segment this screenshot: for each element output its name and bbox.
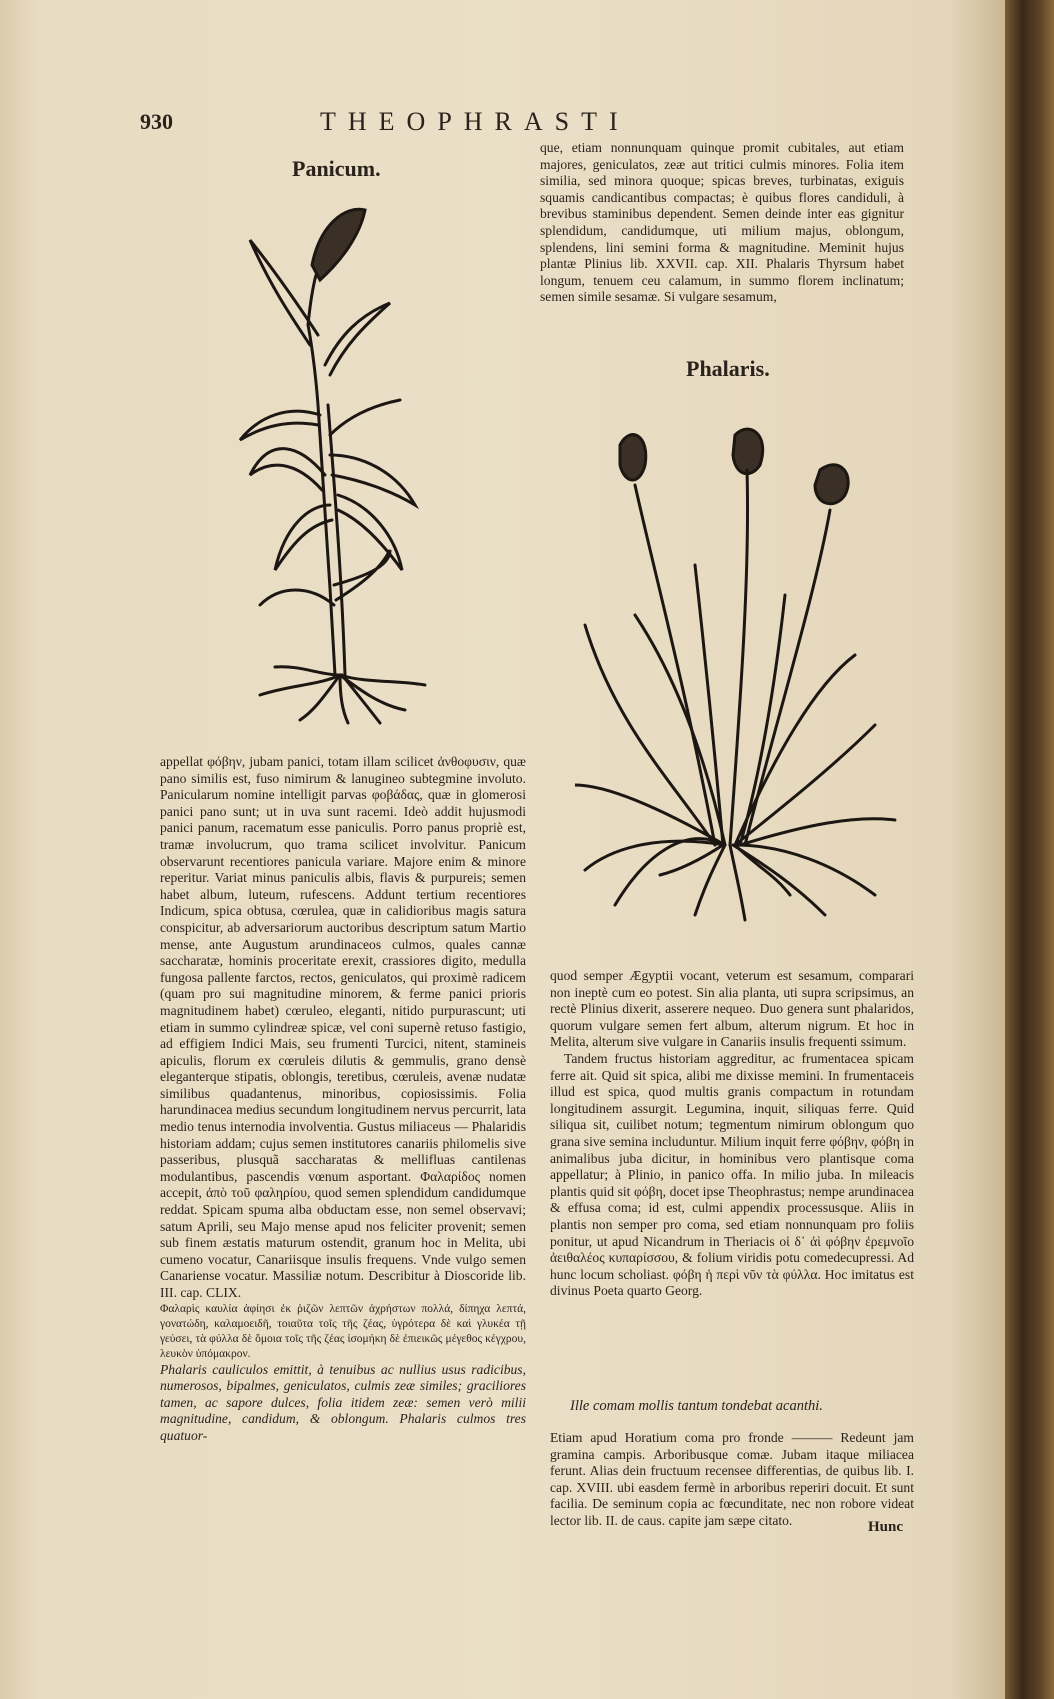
left-bottom-text: appellat φόβην, jubam panici, totam illam scilicet ἀνθοφυσιν, quæ pano similis est, fuso nimirum & lanugineo subtegmine involuto. Panicularum nomine intelligit parvas φοβάδας, quæ in glomerosi panici pano sunt; ut in uva sunt racemi. Ideò addit hujusmodi panici panum, racematum esse paniculis. Porro panus propriè est, tramæ involucrum, quo trama scilicet involvitur. Panicum observarunt recentiores panicula variare. Majore enim & minore reperitur. Variat minus paniculis albis, flavis & purpureis; semen habet album, luteum, rufescens. Addunt tertium recentiores Indicum, spica obtusa, cœrulea, quæ in calidioribus magis satura conspicitur, ab adversariorum auctoribus descriptum satum Martio mense, ante Augustum arundinaceos culmos, quales cannæ saccharatæ, hominis proceritate erexit, crassiores digito, medulla fungosa pallente farctos, rectos, geniculatos, qui proximè radicem (quam pro sui magnitudine minorem, & ferme panici prioris magnitudinem habet) cœruleo, eleganti, nitido purpurascunt; uti etiam in summo cylindreæ spicæ, vel coni supernè retuso fastigio, ad effigiem Indici Mais, seu frumenti Turcici, nitent, stamineis apiculis, florum ex cœruleis dilutis & gemmulis, grano densè eleganterque stipatis, oblongis, teretibus, cœruleis, avenæ nudatæ similibus quadantenus, minoribus, copiosissimis. Folia harundinacea medius secundum longitudinem nervus percurrit, lata medio tenus internodia involventia. Gustus miliaceus — Phalaridis historiam addam; cujus semen institutores canariis philomelis sive passeribus, plusquã saccharatas & mellifluas cantilenas modulantibus, pascendis vœnum asportant. Φαλαρίδος nomen accepit, ἀπὸ τοῦ φαληρίου, quod semen splendidum candidumque reddat. Spicam spuma alba obductam esse, non semel observavi; satum Aprili, seu Majo mense apud nos feliciter provenit; semen sub finem æstatis maturum ostendit, granum hoc in Melita, ubi cumeno vocatur, Canariisque insulis frequens. Vnde vulgo semen Canariense vocatur. Massiliæ notum. Describitur à Dioscoride lib. III. cap. CLIX. Φαλαρὶς καυλία ἀφίησι ἐκ ῥιζῶν λεπτῶν ἀχρήστων πολλά, δίπηχα λεπτά, γονατώδη, καλαμοειδῆ, τοιαῦτα τοῖς τῆς ζέας, ὑγρότερα δὲ καὶ γλυκέα τῇ γεύσει, τὰ φύλλα δὲ ὅμοια τοῖς τῆς ζέας ἰσομήκη δὲ ἐπιεικῶς μέγεθος κέγχρου, λευκὸν ὑπόμακρον. Phalaris cauliculos emittit, à tenuibus ac nullius usus radicibus, numerosos, bipalmes, geniculatos, culmis zeæ similes; graciliores tamen, ac sapore dulces, folia itidem zeæ: semen verò milii magnitudine, candidum, & oblongum. Phalaris culmos tres quatuor- <box>160 754 526 1443</box>
right-bottom-text: quod semper Ægyptii vocant, veterum est sesamum, comparari non ineptè cum eo potest. Sin alia planta, uti supra scripsimus, an rectè Plinius dixerit, asserere nequeo. Duo genera sunt phalaridos, quorum vulgare semen fert album, alterum nigrum. Et hoc in Melita, alterum sive vulgare in Canariis insulis frequenti ssimum. Tandem fructus historiam aggreditur, ac frumentacea spicam ferre ait. Quid sit spica, alibi me dixisse memini. In frumentaceis illud est spica, quod multis granis compactum in rotundam longitudinem assurgit. Legumina, inquit, siliquas ferre. Quid siliqua sit, cuilibet notum; tegmentum nimirum oblongum quo grana sive semina includuntur. Milium inquit ferre φόβην, φόβη in animalibus juba dicitur, in hominibus vero plantisque coma appellatur; à Plinio, in panico offa. In milio juba. In mileacis plantis quid sit φόβη, docet ipse Theophrastus; nempe arundinacea & effusa coma; id est, culmi appendix processusque. Aliis in plantis non semper pro coma, sed etiam nonnunquam pro foliis ponitur, ut apud Nicandrum in Theriacis οἱ δ᾽ ἀὶ φόβην ἐρεμνοῖο ἀειθαλέος κυπαρίσσου, & folium viridis potu comedecupressi. Ad hunc locum scholiast. φόβη ἡ περὶ νῦν τὰ φύλλα. Hoc imitatus est divinus Poeta quarto Georg. <box>550 968 914 1299</box>
running-head: THEOPHRASTI <box>320 107 630 136</box>
verse-quotation: Ille comam mollis tantum tondebat acanthi. <box>570 1398 823 1414</box>
right-final-text: Etiam apud Horatium coma pro fronde ——— Redeunt jam gramina campis. Arboribusque comæ. Jubam itaque miliacea ferunt. Alias dein fructuum recensee differentias, de quibus lib. I. cap. XVIII. ubi easdem fermè in arboribus reperiri docuit. Et sunt facilia. De seminum copia ac fœcunditate, nec non robore videat lector lib. II. de caus. capite jam sæpe citato. <box>550 1430 914 1528</box>
right-top-text: que, etiam nonnunquam quinque promit cubitales, aut etiam majores, geniculatos, zeæ aut tritici culmis minores. Folia item similia, sed minora quoque; spicas breves, turbinatas, exiguis squamis candicantibus compactas; è quibus flores candiduli, à brevibus staminibus dependent. Semen deinde inter eas gignitur splendidum, candidumque, uti milium majus, oblongum, splendens, lini semini forma & magnitudine. Meminit hujus plantæ Plinius lib. XXVII. cap. XII. Phalaris Thyrsum habet longum, tenuem ceu calamum, in summo florem inclinatum; semen simile sesamæ. Si vulgare sesamum, <box>540 140 904 305</box>
book-spine <box>1005 0 1054 1699</box>
catchword: Hunc <box>868 1519 904 1535</box>
page-header <box>140 107 630 141</box>
panicum-illustration <box>230 205 460 725</box>
greek-quotation: Φαλαρὶς καυλία ἀφίησι ἐκ ῥιζῶν λεπτῶν ἀχρήστων πολλά, δίπηχα λεπτά, γονατώδη, καλαμοειδῆ, τοιαῦτα τοῖς τῆς ζέας, ὑγρότερα δὲ καὶ γλυκέα τῇ γεύσει, τὰ φύλλα δὲ ὅμοια τοῖς τῆς ζέας ἰσομήκη δὲ ἐπιεικῶς μέγεθος κέγχρου, λευκὸν ὑπόμακρον. <box>160 1302 526 1360</box>
phalaris-caption: Phalaris. <box>686 356 770 381</box>
panicum-caption: Panicum. <box>292 156 381 181</box>
latin-translation: Phalaris cauliculos emittit, à tenuibus ac nullius usus radicibus, numerosos, bipalmes, geniculatos, culmis zeæ similes; graciliores tamen, ac sapore dulces, folia itidem zeæ: semen verò milii magnitudine, candidum, & oblongum. Phalaris culmos tres quatuor- <box>160 1361 526 1443</box>
page-number: 930 <box>140 109 173 134</box>
phalaris-illustration <box>575 425 905 925</box>
